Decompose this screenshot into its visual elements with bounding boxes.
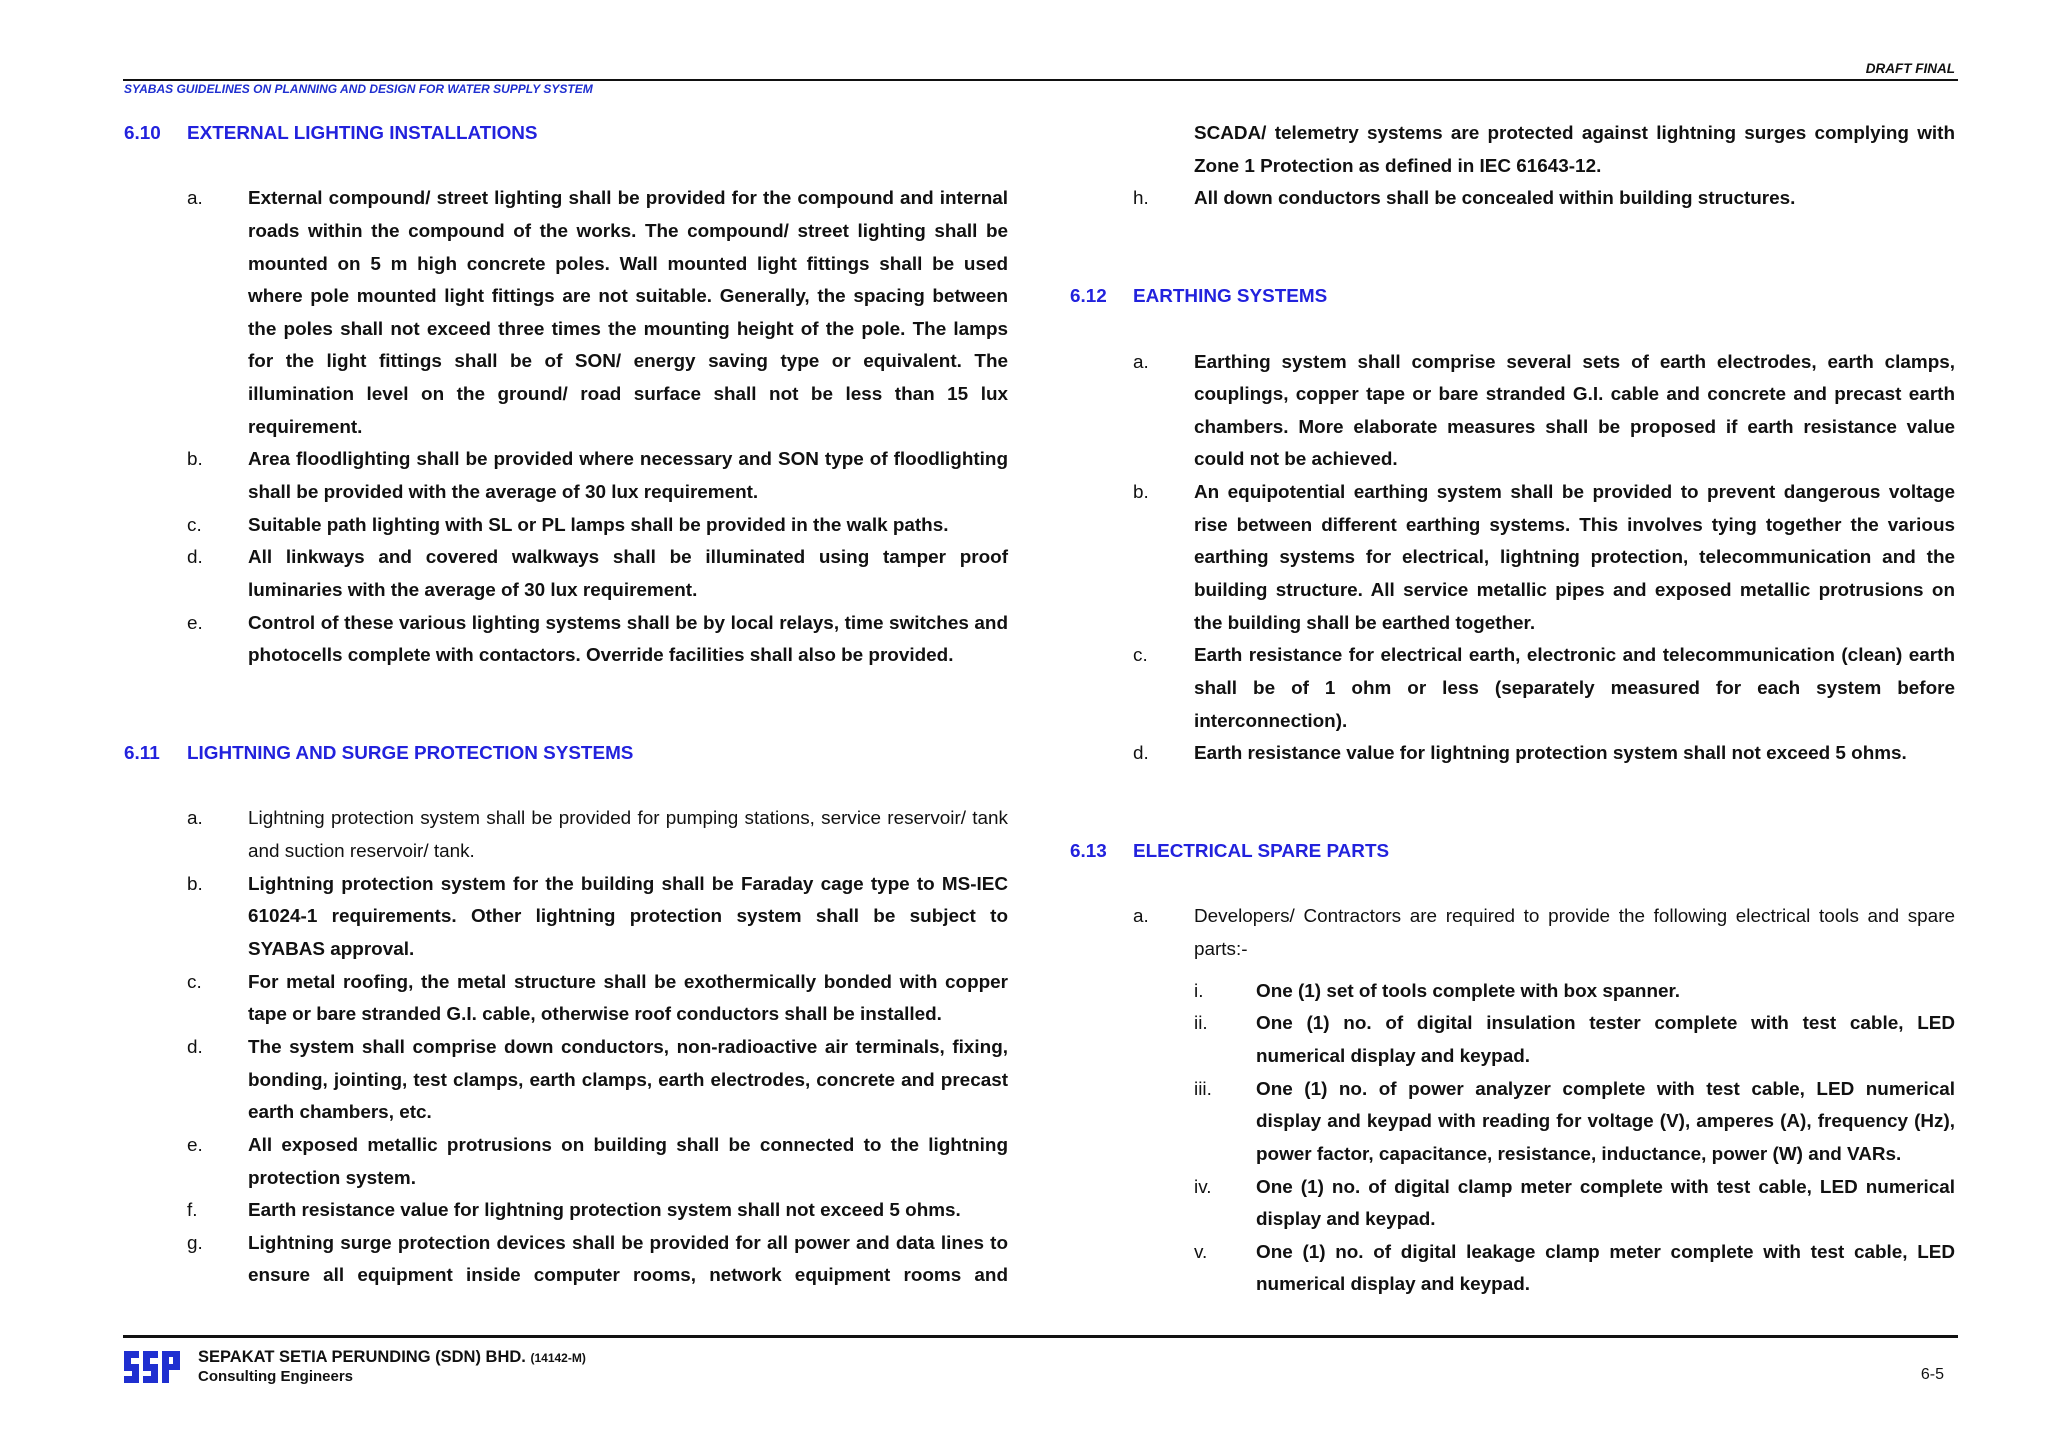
sub-list-item xyxy=(1194,976,1955,1009)
text-line: protection system. xyxy=(248,1167,416,1189)
list-item xyxy=(124,510,1008,543)
section xyxy=(1070,836,1955,1302)
item-label: e. xyxy=(187,612,203,634)
company-name xyxy=(198,1347,586,1368)
text-line: where pole mounted light fittings are not suitable. Generally, the spacing between xyxy=(248,286,1008,308)
sub-item-label: v. xyxy=(1194,1241,1208,1263)
item-text xyxy=(1194,901,1955,1302)
item-text xyxy=(248,183,1008,444)
item-label: c. xyxy=(187,971,202,993)
sub-item-text xyxy=(1256,1237,1955,1302)
list-item xyxy=(124,869,1008,967)
item-list xyxy=(1070,901,1955,1302)
sub-list-item xyxy=(1194,1172,1955,1237)
item-label: a. xyxy=(1133,351,1149,373)
text-line: mounted on 5 m high concrete poles. Wall mounted light fittings shall be used xyxy=(248,253,1008,275)
text-line: Earthing system shall comprise several sets of earth electrodes, earth clamps, xyxy=(1194,351,1955,373)
item-label: c. xyxy=(1133,645,1148,667)
text-line: shall be of 1 ohm or less (separately measured for each system before xyxy=(1194,677,1955,699)
sub-item-text xyxy=(1256,1008,1955,1073)
text-line: For metal roofing, the metal structure shall be exothermically bonded with copper xyxy=(248,971,1008,993)
text-line: Earth resistance value for lightning protection system shall not exceed 5 ohms. xyxy=(1194,743,1907,765)
list-item xyxy=(1070,183,1955,216)
left-column xyxy=(124,118,1008,1293)
text-line: and suction reservoir/ tank. xyxy=(248,841,475,863)
section-title: ELECTRICAL SPARE PARTS xyxy=(1133,841,1390,863)
item-label: d. xyxy=(1133,743,1149,765)
document-title: SYABAS GUIDELINES ON PLANNING AND DESIGN FOR WATER SUPPLY SYSTEM xyxy=(124,82,593,96)
sub-list xyxy=(1194,976,1955,1302)
text-line: numerical display and keypad. xyxy=(1256,1274,1531,1296)
text-line: An equipotential earthing system shall be provided to prevent dangerous voltage xyxy=(1194,482,1955,504)
text-line: Earth resistance value for lightning protection system shall not exceed 5 ohms. xyxy=(248,1200,961,1222)
sub-item-text xyxy=(1256,1172,1955,1237)
item-list xyxy=(1070,347,1955,771)
section-title: LIGHTNING AND SURGE PROTECTION SYSTEMS xyxy=(187,743,634,765)
text-line: SCADA/ telemetry systems are protected against lightning surges complying with xyxy=(1194,123,1955,144)
text-line: power factor, capacitance, resistance, inductance, power (W) and VARs. xyxy=(1256,1143,1902,1165)
item-label: b. xyxy=(1133,482,1149,504)
list-item xyxy=(1070,118,1955,183)
item-text xyxy=(1194,118,1955,183)
item-label: f. xyxy=(187,1200,198,1222)
section xyxy=(124,118,1008,673)
item-text xyxy=(1194,347,1955,478)
text-line: chambers. More elaborate measures shall be proposed if earth resistance value xyxy=(1194,416,1955,438)
list-item xyxy=(124,1228,1008,1293)
item-text xyxy=(248,1032,1008,1130)
item-text xyxy=(1194,477,1955,640)
section-heading xyxy=(124,738,1008,771)
item-text xyxy=(248,542,1008,607)
text-line: parts:- xyxy=(1194,939,1248,961)
ssp-logo-icon xyxy=(124,1349,180,1385)
text-line: Area floodlighting shall be provided where necessary and SON type of floodlighting xyxy=(248,449,1008,471)
text-line: luminaries with the average of 30 lux requirement. xyxy=(248,579,698,601)
text-line: for the light fittings shall be of SON/ energy saving type or equivalent. The xyxy=(248,351,1008,373)
item-label: b. xyxy=(187,449,203,471)
item-text xyxy=(248,1130,1008,1195)
footer-rule xyxy=(123,1335,1958,1338)
item-text xyxy=(248,608,1008,673)
header-rule xyxy=(123,79,1958,81)
text-line: earth chambers, etc. xyxy=(248,1102,432,1124)
text-line: Suitable path lighting with SL or PL lamps shall be provided in the walk paths. xyxy=(248,514,949,536)
text-line: One (1) no. of digital insulation tester complete with test cable, LED xyxy=(1256,1013,1955,1035)
section-title: EXTERNAL LIGHTING INSTALLATIONS xyxy=(187,123,538,144)
section-title: EARTHING SYSTEMS xyxy=(1133,286,1328,308)
text-line: could not be achieved. xyxy=(1194,449,1398,471)
item-label: a. xyxy=(1133,906,1149,928)
item-text xyxy=(248,444,1008,509)
section-heading xyxy=(124,118,1008,151)
section xyxy=(1070,118,1955,216)
text-line: The system shall comprise down conductors, non-radioactive air terminals, fixing, xyxy=(248,1036,1008,1058)
text-line: display and keypad with reading for voltage (V), amperes (A), frequency (Hz), xyxy=(1256,1111,1955,1133)
item-label: h. xyxy=(1133,188,1149,210)
list-item xyxy=(124,803,1008,868)
list-item xyxy=(124,1130,1008,1195)
section-number: 6.10 xyxy=(124,123,161,144)
text-line: earthing systems for electrical, lightning protection, telecommunication and the xyxy=(1194,547,1955,569)
text-line: tape or bare stranded G.I. cable, otherwise roof conductors shall be installed. xyxy=(248,1004,942,1026)
text-line: One (1) set of tools complete with box spanner. xyxy=(1256,980,1681,1002)
text-line: display and keypad. xyxy=(1256,1209,1436,1231)
item-text xyxy=(1194,738,1955,771)
item-text xyxy=(248,869,1008,967)
text-line: numerical display and keypad. xyxy=(1256,1045,1531,1067)
list-item xyxy=(124,608,1008,673)
text-line: Control of these various lighting systems shall be by local relays, time switches and xyxy=(248,612,1008,634)
text-line: requirement. xyxy=(248,416,363,438)
text-line: Earth resistance for electrical earth, electronic and telecommunication (clean) earth xyxy=(1194,645,1955,667)
list-item xyxy=(124,542,1008,607)
list-item xyxy=(124,1195,1008,1228)
text-line: One (1) no. of digital clamp meter complete with test cable, LED numerical xyxy=(1256,1176,1955,1198)
text-line: All linkways and covered walkways shall be illuminated using tamper proof xyxy=(248,547,1008,569)
text-line: Developers/ Contractors are required to provide the following electrical tools and spare xyxy=(1194,906,1955,928)
text-line: photocells complete with contactors. Override facilities shall also be provided. xyxy=(248,645,954,667)
text-line: All down conductors shall be concealed within building structures. xyxy=(1194,188,1796,210)
text-line: the building shall be earthed together. xyxy=(1194,612,1536,634)
text-line: the poles shall not exceed three times the mounting height of the pole. The lamps xyxy=(248,318,1008,340)
section-heading xyxy=(1070,836,1955,869)
list-item xyxy=(124,183,1008,444)
text-line: SYABAS approval. xyxy=(248,939,415,961)
text-line: roads within the compound of the works. The compound/ street lighting shall be xyxy=(248,220,1008,242)
list-item xyxy=(124,444,1008,509)
text-line: rise between different earthing systems. This involves tying together the various xyxy=(1194,514,1955,536)
right-column xyxy=(1070,118,1955,1302)
item-text xyxy=(1194,183,1955,216)
draft-status: DRAFT FINAL xyxy=(1865,61,1955,76)
text-line: One (1) no. of power analyzer complete with test cable, LED numerical xyxy=(1256,1078,1955,1100)
page-number: 6-5 xyxy=(1920,1366,1944,1383)
sub-item-label: iv. xyxy=(1194,1176,1212,1198)
text-line: All exposed metallic protrusions on building shall be connected to the lightning xyxy=(248,1134,1008,1156)
section xyxy=(1070,281,1955,771)
item-label: a. xyxy=(187,808,203,830)
sub-list-item xyxy=(1194,1237,1955,1302)
company-name-text: SEPAKAT SETIA PERUNDING (SDN) BHD. xyxy=(198,1348,526,1366)
item-text xyxy=(248,803,1008,868)
item-text xyxy=(248,1228,1008,1293)
company-subtitle: Consulting Engineers xyxy=(198,1368,354,1385)
text-line: building structure. All service metallic pipes and exposed metallic protrusions on xyxy=(1194,579,1955,601)
item-text xyxy=(248,1195,1008,1228)
item-label: d. xyxy=(187,547,203,569)
text-line: illumination level on the ground/ road surface shall not be less than 15 lux xyxy=(248,384,1008,406)
item-label: d. xyxy=(187,1036,203,1058)
text-line: Zone 1 Protection as defined in IEC 61643-12. xyxy=(1194,155,1602,177)
sub-item-label: iii. xyxy=(1194,1078,1212,1100)
item-label: a. xyxy=(187,188,203,210)
list-item xyxy=(1070,901,1955,1302)
list-item xyxy=(1070,477,1955,640)
item-list xyxy=(124,803,1008,1293)
item-text xyxy=(248,967,1008,1032)
sub-item-label: i. xyxy=(1194,980,1204,1002)
sub-item-text xyxy=(1256,1074,1955,1172)
sub-list-item xyxy=(1194,1008,1955,1073)
text-line: Lightning surge protection devices shall be provided for all power and data lines to xyxy=(248,1232,1008,1254)
item-text xyxy=(248,510,1008,543)
text-line: One (1) no. of digital leakage clamp meter complete with test cable, LED xyxy=(1256,1241,1955,1263)
sub-item-text xyxy=(1256,976,1955,1009)
text-line: ensure all equipment inside computer rooms, network equipment rooms and xyxy=(248,1265,1008,1287)
item-list xyxy=(1070,118,1955,216)
list-item xyxy=(1070,347,1955,478)
text-line: couplings, copper tape or bare stranded G.I. cable and concrete and precast earth xyxy=(1194,384,1955,406)
list-item xyxy=(1070,640,1955,738)
item-list xyxy=(124,183,1008,673)
text-line: 61024-1 requirements. Other lightning protection system shall be subject to xyxy=(248,906,1008,928)
list-item xyxy=(124,967,1008,1032)
item-label: e. xyxy=(187,1134,203,1156)
item-label: b. xyxy=(187,873,203,895)
section xyxy=(124,738,1008,1293)
sub-list-item xyxy=(1194,1074,1955,1172)
section-number: 6.12 xyxy=(1070,286,1107,308)
text-line: Lightning protection system for the building shall be Faraday cage type to MS-IEC xyxy=(248,873,1008,895)
section-number: 6.13 xyxy=(1070,841,1107,863)
list-item xyxy=(124,1032,1008,1130)
list-item xyxy=(1070,738,1955,771)
item-label: c. xyxy=(187,514,202,536)
item-label: g. xyxy=(187,1232,203,1254)
text-line: Lightning protection system shall be provided for pumping stations, service reservoir/ tank xyxy=(248,808,1008,830)
text-line: shall be provided with the average of 30 lux requirement. xyxy=(248,482,759,504)
text-line: interconnection). xyxy=(1194,710,1348,732)
item-text xyxy=(1194,640,1955,738)
section-heading xyxy=(1070,281,1955,314)
text-line: External compound/ street lighting shall be provided for the compound and internal xyxy=(248,188,1008,210)
sub-item-label: ii. xyxy=(1194,1013,1208,1035)
section-number: 6.11 xyxy=(124,743,160,765)
text-line: bonding, jointing, test clamps, earth clamps, earth electrodes, concrete and precast xyxy=(248,1069,1008,1091)
company-registration: (14142-M) xyxy=(530,1351,586,1365)
